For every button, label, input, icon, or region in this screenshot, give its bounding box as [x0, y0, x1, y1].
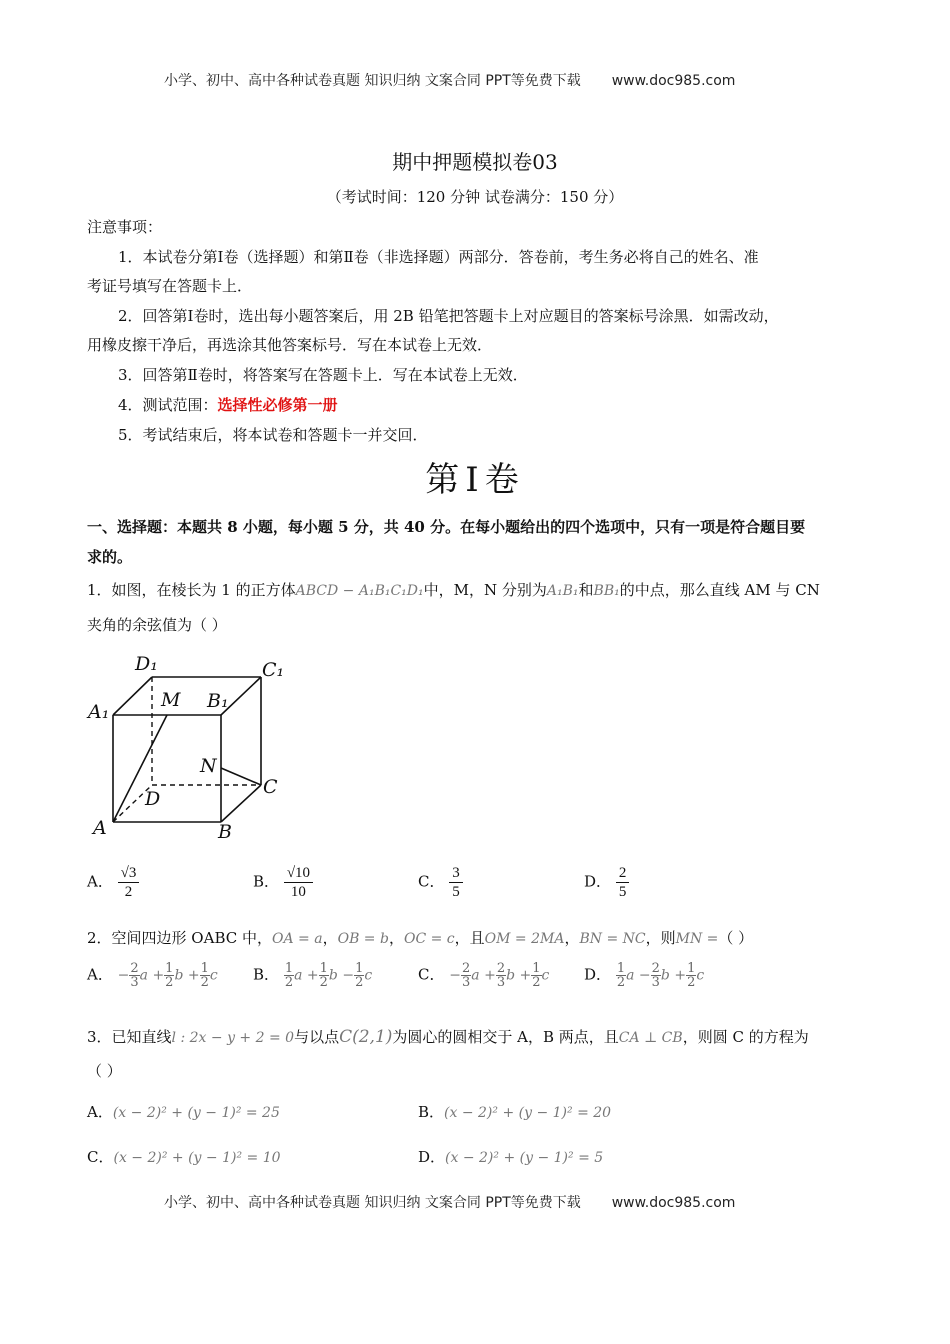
- label-n: N: [200, 755, 217, 777]
- q2-option-d[interactable]: [584, 962, 704, 989]
- q2-option-b-letter: B．: [253, 965, 280, 984]
- q2-a-t1: a +: [139, 967, 165, 984]
- q2-b-t1: a +: [294, 967, 319, 984]
- q2-option-d-letter: D．: [584, 965, 612, 984]
- notice-item-2a: 2．回答第Ⅰ卷时，选出每小题答案后，用 2B 铅笔把答题卡上对应题目的答案标号涂黑．如需改动，: [118, 307, 779, 325]
- q2-b-f3n: 1: [355, 961, 364, 976]
- q1-option-a-letter: A．: [87, 872, 113, 891]
- label-c: C: [263, 776, 278, 798]
- q2-option-c[interactable]: [418, 962, 549, 989]
- line-cn: [221, 768, 261, 785]
- q3-option-b[interactable]: [418, 1101, 611, 1122]
- q1-c-num: 3: [449, 864, 463, 883]
- q2-c-sign: −: [449, 967, 461, 984]
- q2-d-f3n: 1: [687, 961, 696, 976]
- q1-text-1: 1．如图，在棱长为 1 的正方体: [87, 581, 296, 599]
- q1-b-num: √10: [284, 864, 313, 883]
- notice-item-1b: 考证号填写在答题卡上．: [87, 277, 253, 295]
- q1-option-b-value: [284, 864, 313, 901]
- q3-option-c[interactable]: [87, 1146, 281, 1167]
- q2-text-3: ，则: [645, 929, 676, 947]
- label-d: D: [145, 788, 161, 810]
- q3-center-point: C(2,1): [339, 1027, 393, 1047]
- q2-b-f2d: 2: [319, 975, 328, 990]
- q2-ob: OB = b: [337, 931, 389, 947]
- q2-om: OM = 2MA: [484, 931, 565, 947]
- q2-a-f1d: 3: [130, 975, 139, 990]
- q2-a-frac-2: [164, 962, 174, 989]
- section-desc-1: 一、选择题：本题共 8 小题，每小题 5 分，共 40 分。在每小题给出的四个选项中，只有一项是符合题目要: [87, 518, 806, 536]
- question-3-line-2: （ ）: [87, 1062, 122, 1080]
- q1-option-d-value: [616, 864, 630, 901]
- q3-option-a-eq: (x − 2)² + (y − 1)² = 25: [112, 1105, 280, 1121]
- cube-figure: [85, 648, 295, 848]
- q2-c-f2d: 3: [496, 975, 506, 990]
- q2-c-t1: a +: [471, 967, 496, 984]
- footer-site-link[interactable]: www.doc985.com: [611, 1195, 736, 1211]
- q2-d-t1: a −: [626, 967, 651, 984]
- q3-perpendicular: CA ⊥ CB: [618, 1030, 683, 1046]
- q1-option-b-letter: B．: [253, 872, 280, 891]
- page-title: 期中押题模拟卷03: [392, 150, 558, 174]
- q2-a-sign: −: [117, 967, 130, 984]
- q2-d-f3d: 2: [687, 975, 696, 990]
- q2-text-4: （ ）: [718, 929, 754, 947]
- q2-d-f2n: 2: [651, 961, 660, 976]
- page-footer: [164, 1192, 735, 1212]
- q3-option-b-eq: (x − 2)² + (y − 1)² = 20: [444, 1105, 612, 1121]
- q1-segment-2: BB₁: [593, 583, 620, 599]
- q1-b-den: 10: [290, 884, 306, 900]
- q2-a-frac-3: [200, 962, 210, 989]
- q1-d-num: 2: [616, 864, 630, 883]
- label-m: M: [161, 689, 181, 711]
- section-desc-2: 求的。: [87, 548, 133, 566]
- q2-a-frac-1: [129, 962, 139, 989]
- question-1-line-2: 夹角的余弦值为（ ）: [87, 616, 227, 634]
- q2-d-frac-3: [686, 962, 696, 989]
- q3-option-c-eq: (x − 2)² + (y − 1)² = 10: [113, 1150, 281, 1166]
- q2-d-t3: c: [696, 967, 705, 984]
- q1-option-c[interactable]: [418, 864, 463, 901]
- notice-item-1a: 1．本试卷分第Ⅰ卷（选择题）和第Ⅱ卷（非选择题）两部分．答卷前，考生务必将自己的姓名、准: [118, 248, 759, 266]
- notice-item-2b: 用橡皮擦干净后，再选涂其他答案标号．写在本试卷上无效．: [87, 336, 493, 354]
- notice-item-4: [118, 394, 338, 416]
- q2-b-t3: c: [364, 967, 373, 984]
- q3-option-a[interactable]: [87, 1101, 280, 1122]
- notice-item-5: 5．考试结束后，将本试卷和答题卡一并交回．: [118, 426, 428, 444]
- q3-line-equation: l : 2x − y + 2 = 0: [171, 1030, 295, 1046]
- label-d1: D₁: [135, 653, 158, 675]
- header-text: 小学、初中、高中各种试卷真题 知识归纳 文案合同 PPT等免费下载: [164, 73, 581, 89]
- q2-d-t2: b +: [660, 967, 687, 984]
- page-header: [164, 70, 735, 90]
- q2-b-f2n: 1: [319, 961, 328, 976]
- label-b1: B₁: [207, 690, 229, 712]
- footer-text: 小学、初中、高中各种试卷真题 知识归纳 文案合同 PPT等免费下载: [164, 1195, 581, 1211]
- label-b: B: [218, 821, 232, 843]
- q2-b-frac-3: [354, 962, 364, 989]
- q2-d-f1n: 1: [616, 961, 626, 976]
- test-scope: 选择性必修第一册: [217, 396, 338, 414]
- q3-option-a-letter: A．: [87, 1103, 113, 1121]
- q2-d-frac-2: [651, 962, 661, 989]
- q3-option-d-eq: (x − 2)² + (y − 1)² = 5: [445, 1150, 604, 1166]
- q2-b-f1n: 1: [284, 961, 294, 976]
- q2-option-c-letter: C．: [418, 965, 445, 984]
- q2-c-f3n: 1: [532, 961, 541, 976]
- q2-a-t3: c: [209, 967, 218, 984]
- q3-option-c-letter: C．: [87, 1148, 114, 1166]
- edge-a1d1: [113, 677, 152, 715]
- q1-option-c-value: [449, 864, 463, 901]
- q3-option-b-letter: B．: [418, 1103, 445, 1121]
- q2-option-a-letter: A．: [87, 965, 113, 984]
- q2-text-1: 2．空间四边形 OABC 中，: [87, 929, 272, 947]
- q2-c-f2n: 2: [496, 961, 506, 976]
- q2-a-f2n: 1: [165, 961, 174, 976]
- q2-d-f1d: 2: [616, 975, 626, 990]
- q2-b-f3d: 2: [355, 975, 364, 990]
- q2-d-f2d: 3: [651, 975, 660, 990]
- q2-c-frac-2: [496, 962, 506, 989]
- q3-text-2: 与以点: [294, 1028, 340, 1046]
- q2-b-frac-1: [284, 962, 294, 989]
- label-a: A: [93, 817, 107, 839]
- q1-option-d[interactable]: [584, 864, 629, 901]
- q2-a-f3d: 2: [200, 975, 209, 990]
- q1-a-num: √3: [118, 864, 140, 883]
- q2-option-a[interactable]: [87, 962, 218, 989]
- q2-c-t3: c: [541, 967, 550, 984]
- q2-b-t2: b −: [328, 967, 355, 984]
- q1-d-den: 5: [618, 884, 627, 900]
- notice-heading: 注意事项：: [87, 218, 163, 236]
- q2-b-f1d: 2: [284, 975, 294, 990]
- q1-text-3: 和: [578, 581, 594, 599]
- q1-option-a[interactable]: [87, 864, 139, 901]
- edge-bc: [221, 785, 261, 822]
- q3-option-d-letter: D．: [418, 1148, 446, 1166]
- q2-oc: OC = c: [403, 931, 455, 947]
- notice-item-4-prefix: 4．测试范围：: [118, 396, 218, 414]
- q2-option-b[interactable]: [253, 962, 372, 989]
- q2-c-t2: b +: [506, 967, 532, 984]
- q1-text-4: 的中点，那么直线 AM 与 CN: [619, 581, 820, 599]
- q2-text-2: ，且: [454, 929, 485, 947]
- q2-d-frac-1: [616, 962, 626, 989]
- q1-option-a-value: [118, 864, 140, 901]
- q2-oa: OA = a: [272, 931, 323, 947]
- q1-option-b[interactable]: [253, 864, 313, 901]
- q1-cube-name: ABCD − A₁B₁C₁D₁: [295, 583, 424, 599]
- exam-subtitle: （考试时间：120 分钟 试卷满分：150 分）: [326, 188, 624, 206]
- q2-a-f2d: 2: [165, 975, 174, 990]
- question-3-line-1: [87, 1026, 809, 1049]
- q1-c-den: 5: [452, 884, 460, 900]
- q2-c-frac-3: [531, 962, 541, 989]
- q2-mn: MN =: [675, 931, 719, 947]
- question-2: 2．空间四边形 OABC 中，OA = a，OB = b，OC = c，且OM = 2MA，BN = NC，则MN =（ ）: [87, 929, 754, 947]
- q3-text-1: 3．已知直线: [87, 1028, 172, 1046]
- question-1-line-1: [87, 579, 820, 602]
- q2-bn: BN = NC: [579, 931, 646, 947]
- q1-option-d-letter: D．: [584, 872, 612, 891]
- q3-option-d[interactable]: [418, 1146, 603, 1167]
- q1-a-den: 2: [124, 884, 133, 900]
- q2-c-f3d: 2: [532, 975, 541, 990]
- q1-option-c-letter: C．: [418, 872, 445, 891]
- q2-a-f3n: 1: [200, 961, 209, 976]
- q3-text-4: ，则圆 C 的方程为: [682, 1028, 809, 1046]
- q3-text-3: 为圆心的圆相交于 A，B 两点，且: [392, 1028, 619, 1046]
- label-a1: A₁: [88, 701, 110, 723]
- q2-c-frac-1: [461, 962, 471, 989]
- q2-b-frac-2: [319, 962, 329, 989]
- q1-segment-1: A₁B₁: [546, 583, 579, 599]
- notice-item-3: 3．回答第Ⅱ卷时，将答案写在答题卡上．写在本试卷上无效．: [118, 366, 528, 384]
- q2-a-f1n: 2: [130, 961, 139, 976]
- q2-c-f1d: 3: [462, 975, 471, 990]
- section-title: 第Ⅰ卷: [425, 460, 525, 500]
- header-site-link[interactable]: www.doc985.com: [611, 73, 736, 89]
- q2-a-t2: b +: [174, 967, 200, 984]
- q1-text-2: 中，M，N 分别为: [423, 581, 547, 599]
- label-c1: C₁: [262, 659, 285, 681]
- q2-c-f1n: 2: [462, 961, 471, 976]
